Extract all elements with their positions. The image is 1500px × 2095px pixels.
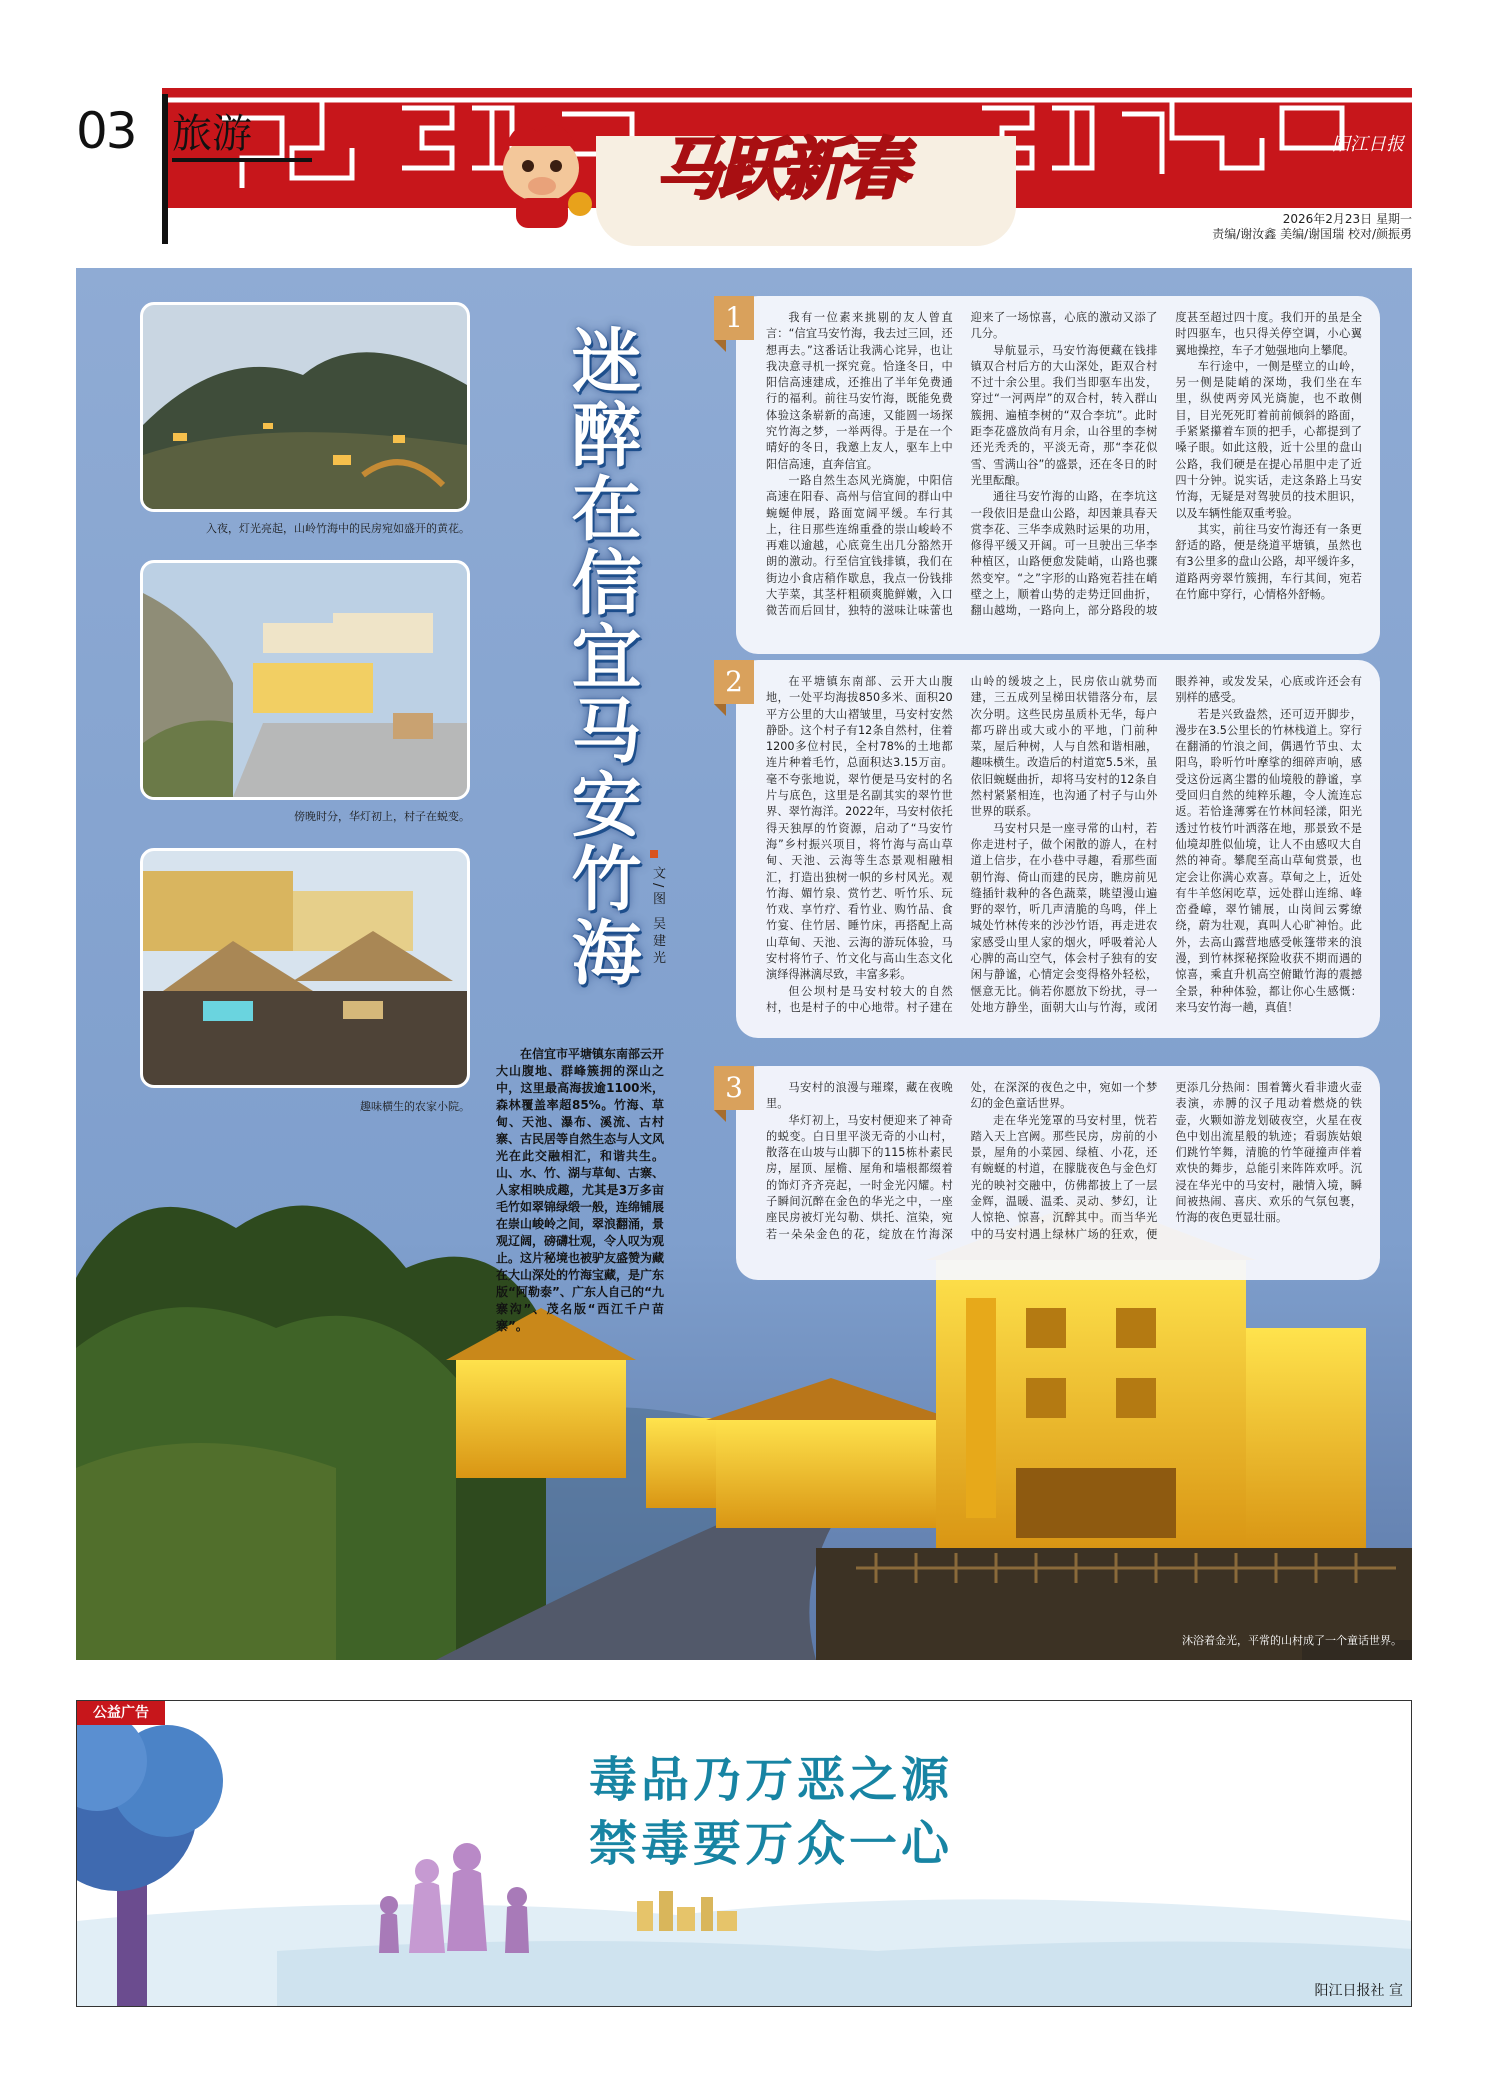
mountain-houses-image <box>143 305 467 509</box>
psa-slogan-line-1: 毒品乃万恶之源 <box>589 1752 954 1808</box>
editor-credits: 责编/谢汝鑫 美编/谢国瑞 校对/颜振勇 <box>1212 227 1412 241</box>
section-3-text <box>766 1080 1362 1270</box>
paragraph: 导航显示，马安竹海便藏在钱排镇双合村后方的大山深处，距双合村不过十余公里。我们当即驱车出发，穿过“一河两岸”的双合村，转入群山簇拥、遍植李树的“双合李坑”。此时距李花盛放尚有月余，山谷里的李树还光秃秃的，平淡无奇，那“李花似雪、雪满山谷”的盛景，还在冬日的时光里酝酿。 <box>970 343 1158 487</box>
issue-date: 2026年2月23日 星期一 <box>1282 212 1412 226</box>
masthead-info <box>1212 212 1412 242</box>
psa-sponsor: 阳江日报社 宣 <box>1314 1983 1403 1999</box>
masthead <box>76 88 1412 244</box>
section-2-text <box>766 674 1362 1028</box>
festival-title: 马跃新春 <box>656 130 904 208</box>
section-underline <box>172 158 312 162</box>
paragraph: 若是兴致盎然，还可迈开脚步，漫步在3.5公里长的竹林栈道上。穿行在翻涌的竹浪之间，偶遇竹节虫、太阳鸟，聆听竹叶摩挲的细碎声响，感受这份远离尘嚣的仙境般的静谧，享受回归自然的纯粹乐趣，令人流连忘返。若恰逢薄雾在竹林间轻漾，阳光透过竹枝竹叶洒落在地，那景致不是仙境却胜似仙境，让人不由感叹大自然的神奇。攀爬至高山草甸赏景，也定会让你满心欢喜。草甸之上，近处有牛羊悠闲吃草，远处群山连绵、峰峦叠嶂，翠竹铺展，山岗间云雾缭绕，蔚为壮观，真叫人心旷神怡。此外，去高山露营地感受帐篷带来的浪漫，到竹林探秘探险收获不期而遇的惊喜，乘直升机高空俯瞰竹海的震撼全景，种种体验，都让你心生感慨：来马安竹海一趟，真值！ <box>1175 707 1362 1014</box>
psa-tag: 公益广告 <box>77 1701 165 1725</box>
photo-night-mountain <box>140 302 470 512</box>
paragraph: 华灯初上，马安村便迎来了神奇的蜕变。白日里平淡无奇的小山村，散落在山坡与山脚下的115栋朴素民房，屋顶、屋檐、屋角和墙根都缀着的饰灯齐齐亮起，一时金光闪耀。村子瞬间沉醉在金色的华光之中，一座座民房被灯光勾勒、烘托、渲染，宛若一朵朵金色的花，绽放在竹海深处，在深深的夜色之中，宛如一个梦幻的金色童话世界。 <box>766 1081 1158 1241</box>
page-number-divider <box>162 94 168 244</box>
section-1-text <box>766 310 1362 644</box>
article-headline: 迷醉在信宜马安竹海 <box>560 324 642 990</box>
psa-slogan-line-2: 禁毒要万众一心 <box>589 1816 954 1872</box>
village-dusk-image <box>143 563 467 797</box>
photo-caption-1: 入夜，灯光亮起，山岭竹海中的民房宛如盛开的黄花。 <box>206 522 470 535</box>
paragraph: 在平塘镇东南部、云开大山腹地，一处平均海拔850多米、面积20平方公里的大山褶皱里，马安村安然静卧。这个村子有12条自然村，住着1200多位村民，全村78%的土地都连片种着毛竹，总面积达3.15万亩。毫不夸张地说，翠竹便是马安村的名片与底色，这里是名副其实的翠竹世界、翠竹海洋。2022年，马安村依托得天独厚的竹资源，启动了“马安竹海”乡村振兴项目，将竹海与高山草甸、天池、云海等生态景观相融相汇，打造出独树一帜的乡村风光。观竹海、媚竹泉、赏竹艺、听竹乐、玩竹戏、享竹疗、看竹业、购竹品、食竹宴、住竹居、睡竹床，再搭配上高山草甸、天池、云海的游玩体验，马安村将竹子、竹文化与高山生态文化演绎得淋漓尽致，丰富多彩。 <box>766 675 953 982</box>
photo-farm-courtyard <box>140 848 470 1088</box>
paragraph: 一路自然生态风光旖旎，中阳信高速在阳春、高州与信宜间的群山中蜿蜒伸展，路面宽阔平缓。车行其上，往日那些连绵重叠的崇山峻岭不再难以逾越，心底竟生出几分豁然开朗的激动。行至信宜钱排镇，我们在街边小食店稍作歇息，我点一份钱排大芋菜，其茎杆粗硕爽脆鲜嫩，入口微苦而后回甘，独特的滋味让味蕾也迎来了一场惊喜，心底的激动又添了几分。 <box>766 311 1158 618</box>
section-name: 旅游 <box>172 111 252 157</box>
farm-courtyard-image <box>143 851 467 1085</box>
paragraph: 走在华光笼罩的马安村里，恍若踏入天上宫阙。那些民房，房前的小景，屋角的小菜园、绿植、小花，还有蜿蜒的村道，在朦胧夜色与金色灯光的映衬交融中，仿佛都披上了一层金辉，温暖、温柔、灵动、梦幻，让人惊艳、惊喜，沉醉其中。而当华光中的马安村遇上绿林广场的狂欢，便更添几分热闹：围着篝火看非遗火壶表演，赤膊的汉子甩动着燃烧的铁壶，火颗如游龙划破夜空，火星在夜色中划出流星般的轨迹；看弱族姑娘们跳竹竿舞，清脆的竹竿碰撞声伴着欢快的舞步，总能引来阵阵欢呼。沉浸在华光中的马安村，融情入境，瞬间被热闹、喜庆、欢乐的气氛包裹，竹海的夜色更显壮丽。 <box>970 1081 1362 1241</box>
article-section-2 <box>725 660 1380 1038</box>
photo-caption-2: 傍晚时分，华灯初上，村子在蜕变。 <box>294 810 470 823</box>
article-section-3 <box>725 1066 1380 1280</box>
public-service-ad <box>76 1700 1412 2007</box>
paragraph: 其实，前往马安竹海还有一条更舒适的路，便是绕道平塘镇，虽然也有3公里多的盘山公路，却平缓许多，道路两旁翠竹簇拥，车行其间，宛若在竹廊中穿行，心情格外舒畅。 <box>1175 522 1362 602</box>
paragraph: 我有一位素来挑剔的友人曾直言：“信宜马安竹海，我去过三回，还想再去。”这番话让我满心诧异，也让我决意寻机一探究竟。恰逢冬日，中阳信高速建成，还推出了半年免费通行的福利。前往马安竹海，既能免费体验这条崭新的高速，又能圆一场探究竹海之梦，一举两得。于是在一个晴好的冬日，我邀上友人，驱车上中阳信高速，直奔信宜。 <box>766 311 953 471</box>
article-intro: 在信宜市平塘镇东南部云开大山腹地、群峰簇拥的深山之中，这里最高海拔逾1100米，森林覆盖率超85%。竹海、草甸、天池、瀑布、溪流、古村寨、古民居等自然生态与人文风光在此交融相汇，和谐共生。山、水、竹、湖与草甸、古寨、人家相映成趣，尤其是3万多亩毛竹如翠锦绿缎一般，连绵铺展在崇山峻岭之间，翠浪翻涌，景观辽阔，磅礴壮观，令人叹为观止。这片秘境也被驴友盛赞为藏在大山深处的竹海宝藏，是广东版“阿勒泰”、广东人自己的“九寨沟”、茂名版“西江千户苗寨”。 <box>496 1047 665 1333</box>
paper-name: 阳江日报 <box>1332 134 1404 155</box>
paragraph: 通往马安竹海的山路，在李坑这一段依旧是盘山公路，却因兼具春天赏李花、三华李成熟时运果的功用，修得平缓又开阔。可一旦驶出三华李种植区，山路便愈发陡峭，山路也骤然变窄。“之”字形的山路宛若挂在峭壁之上，顺着山势的走势迂回曲折，翻山越坳，一路向上，部分路段的坡度甚至超过四十度。我们开的虽是全时四驱车，也只得关停空调，小心翼翼地操控，车子才勉强地向上攀爬。 <box>970 311 1362 618</box>
feature-panel <box>76 268 1412 1660</box>
paragraph: 马安村只是一座寻常的山村，若你走进村子，做个闲散的游人，在村道上信步，在小巷中寻趣，看那些面朝竹海、倚山而建的民房，瞧房前见缝插针栽种的各色蔬菜，眺望漫山遍野的翠竹，听几声清脆的鸟鸣，伴上城处竹林传来的沙沙竹语，再走进农家感受山里人家的烟火，呼吸着沁人心脾的高山空气，体会村子独有的安闲与静谧，心情定会变得格外轻松，惬意无比。倘若你愿放下纷扰，寻一处地方静坐，面朝大山与竹海，或闭眼养神，或发发呆，心底或许还会有别样的感受。 <box>970 675 1362 1014</box>
paragraph: 但公坝村是马安村较大的自然村，也是村子的中心地带。村子建在山岭的缓坡之上，民房依山就势而建，三五成列呈梯田状错落分布，层次分明。这些民房虽质朴无华，每户都巧辟出或大或小的平地，门前种菜，屋后种树，人与自然和谐相融，趣味横生。改造后的村道宽5.5米，虽依旧蜿蜒曲折，却将马安村的12条自然村紧紧相连，也沟通了村子与山外世界的联系。 <box>766 675 1158 1014</box>
photo-caption-4: 沐浴着金光，平常的山村成了一个童话世界。 <box>1182 1634 1402 1647</box>
photo-village-dusk <box>140 560 470 800</box>
horse-mascot-icon <box>476 106 606 236</box>
page-number: 03 <box>76 102 136 160</box>
article-section-1 <box>725 296 1380 654</box>
section-number-1: 1 <box>714 296 754 340</box>
article-byline: 文/图 吴建光 <box>650 866 665 968</box>
paragraph: 马安村的浪漫与璀璨，藏在夜晚里。 <box>766 1081 953 1111</box>
byline-marker <box>650 850 658 858</box>
photo-caption-3: 趣味横生的农家小院。 <box>360 1100 470 1113</box>
section-number-3: 3 <box>714 1066 754 1110</box>
paragraph: 车行途中，一侧是壁立的山岭，另一侧是陡峭的深坳，我们坐在车里，纵使两旁风光旖旎，也不敢侧目，目光死死盯着前前倾斜的路面，手紧紧攥着车顶的把手，心都提到了嗓子眼。如此这般，近十公里的盘山公路，我们硬是在提心吊胆中走了近四十分钟。说实话，走这条路上马安竹海，无疑是对驾驶员的技术胆识，以及车辆性能双重考验。 <box>1175 359 1362 520</box>
section-number-2: 2 <box>714 660 754 704</box>
